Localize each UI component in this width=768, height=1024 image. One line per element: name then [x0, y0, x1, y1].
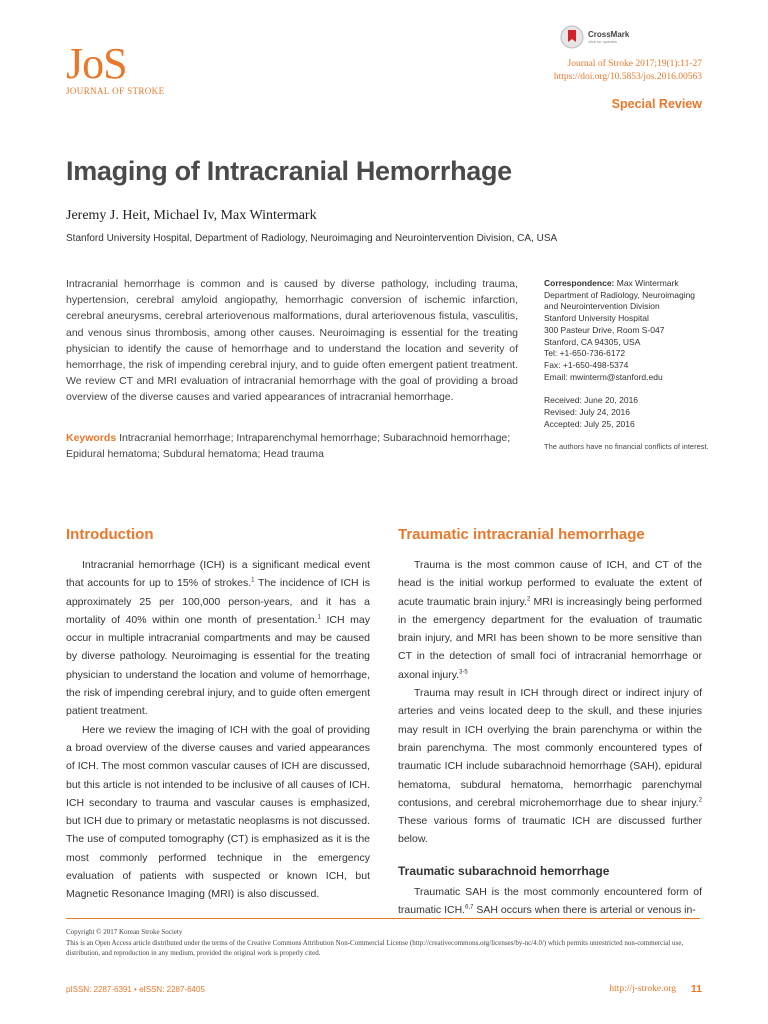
- trauma-paragraph-1: Trauma is the most common cause of ICH, and CT of the head is the initial workup performed to evaluate the extent of acute traumatic brain injury.$^2$ MRI is increasingly being performed in the emergency department for the evaluation of traumatic brain injury, and MRI has been shown to be more sensitive than CT in the detection of small foci of intracranial hemorrhage or axonal injury.$^{3-5}$: [398, 559, 702, 681]
- license-text: This is an Open Access article distributed under the terms of the Creative Commons Attribution Non-Commercial License (http://creativecommons.org/licenses/by-nc/4.0/) which permits unrestricted non-commercial use, distribution, and reproduction in any medium, provided the original work is properly cited.: [66, 938, 684, 957]
- logo-subtitle: JOURNAL OF STROKE: [66, 86, 165, 96]
- abstract: Intracranial hemorrhage is common and is caused by diverse pathology, including trauma, hypertension, cerebral amyloid angiopathy, hemorrhagic conversion of ischemic infarction, cerebral aneurysms, cerebral arteriovenous malformations, dural arteriovenous fistula, vasculitis, and venous sinus thrombosis, among other causes. Neuroimaging is essential for the treating physician to identify the cause of hemorrhage and to understand the location and severity of hemorrhage, the risk of impending cerebral injury, and to guide often emergent patient treatment. We review CT and MRI evaluation of intracranial hemorrhage with the goal of providing a broad overview of the diverse causes and varied appearances of intracranial hemorrhage.: [66, 278, 518, 404]
- crossmark-title: CrossMark: [588, 30, 630, 39]
- article-title: Imaging of Intracranial Hemorrhage: [66, 156, 512, 186]
- received-date: Received: June 20, 2016: [544, 395, 639, 406]
- left-column: [66, 524, 370, 904]
- correspondence-sidebar: [544, 278, 714, 452]
- copyright-notice: [66, 927, 706, 959]
- right-column: [398, 524, 702, 919]
- correspondence-label: Correspondence:: [544, 278, 615, 288]
- reference-marker[interactable]: 2: [698, 797, 702, 804]
- logo-wordmark: JoS: [66, 39, 127, 88]
- reference-marker[interactable]: 1: [317, 614, 321, 621]
- journal-citation-block: [554, 58, 702, 84]
- sah-paragraph-1: Traumatic SAH is the most commonly encountered form of traumatic ICH.$^{6,7}$ SAH occurs when there is arterial or venous in-: [398, 885, 702, 917]
- page-number: 11: [690, 983, 702, 995]
- reference-marker[interactable]: 3-5: [459, 669, 468, 676]
- trauma-paragraph-2: Trauma may result in ICH through direct or indirect injury of arteries and veins located deep to the skull, and these injuries may result in ICH overlying the brain parenchyma or within the brain parenchyma. The most commonly encountered types of traumatic ICH include subarachnoid hemorrhage (SAH), epidural hematoma, subdural hematoma, hemorrhagic parenchymal contusions, and cerebral microhemorrhage due to shear injury.$^2$ These various forms of traumatic ICH are discussed further below.: [398, 687, 702, 846]
- reference-marker[interactable]: 1: [251, 577, 255, 584]
- crossmark-badge[interactable]: [560, 24, 670, 50]
- phone-line: Tel: +1-650-736-6172: [544, 348, 626, 359]
- address-line: Department of Radiology, Neuroimaging: [544, 289, 696, 300]
- journal-citation: Journal of Stroke 2017;19(1):11-27: [567, 59, 702, 69]
- footer-divider: [66, 918, 700, 919]
- correspondence-name: Max Wintermark: [616, 278, 679, 288]
- crossmark-icon: [560, 25, 584, 49]
- article-type-label: Special Review: [611, 97, 702, 111]
- keywords-list: Intracranial hemorrhage; Intraparenchymal hemorrhage; Subarachnoid hemorrhage; Epidural hematoma; Subdural hematoma; Head trauma: [66, 432, 511, 461]
- revised-date: Revised: July 24, 2016: [544, 407, 630, 418]
- address-line: 300 Pasteur Drive, Room S-047: [544, 324, 665, 335]
- intro-paragraph-1: Intracranial hemorrhage (ICH) is a significant medical event that accounts for up to 15% of strokes.$^1$ The incidence of ICH is approximately 25 per 100,000 person-years, and it has a mortality of 40% within one month of presentation.$^1$ ICH may occur in multiple intracranial compartments and may be caused by diverse pathology. Neuroimaging is essential for the treating physician to understand the location and volume of hemorrhage, the risk of impending cerebral injury, and to guide often emergent patient treatment.: [66, 559, 370, 718]
- address-line: Stanford University Hospital: [544, 313, 649, 324]
- fax-line: Fax: +1-650-498-5374: [544, 359, 629, 370]
- address-line: Stanford, CA 94305, USA: [544, 336, 641, 347]
- author-affiliation: Stanford University Hospital, Department of Radiology, Neuroimaging and Neurointervention Division, CA, USA: [66, 233, 558, 244]
- address-line: and Neurointervention Division: [544, 301, 660, 312]
- reference-marker[interactable]: 2: [526, 596, 531, 603]
- email-line[interactable]: Email: mwinterm@stanford.edu: [544, 371, 663, 382]
- section-title-introduction: Introduction: [66, 526, 154, 543]
- accepted-date: Accepted: July 25, 2016: [544, 418, 635, 429]
- reference-marker[interactable]: 6,7: [465, 904, 474, 911]
- dates-block: [544, 395, 714, 430]
- keywords-label: Keywords: [66, 432, 117, 444]
- journal-logo: [66, 39, 165, 96]
- conflict-disclaimer: The authors have no financial conflicts of interest.: [544, 442, 709, 452]
- correspondence-block: [544, 278, 714, 383]
- keywords: [66, 430, 518, 462]
- author-list: Jeremy J. Heit, Michael Iv, Max Wintermark: [66, 208, 317, 223]
- intro-paragraph-2: Here we review the imaging of ICH with the goal of providing a broad overview of the diverse causes and varied appearances of ICH. The most common vascular causes of ICH are discussed, but this article is not intended to be inclusive of all causes of ICH. ICH secondary to trauma and vascular causes is emphasized, but ICH due to primary or metastatic neoplasms is not discussed. The use of computed tomography (CT) is emphasized as it is the most commonly performed technique in the emergency evaluation of patients with suspected or known ICH, but Magnetic Resonance Imaging (MRI) is also discussed.: [66, 723, 370, 901]
- issn-line: pISSN: 2287-6391 • eISSN: 2287-6405: [66, 985, 205, 994]
- subsection-title-sah: Traumatic subarachnoid hemorrhage: [398, 863, 610, 878]
- doi-link[interactable]: https://doi.org/10.5853/jos.2016.00563: [553, 72, 702, 82]
- section-title-traumatic: Traumatic intracranial hemorrhage: [398, 526, 645, 543]
- journal-website-link[interactable]: http://j-stroke.org: [609, 984, 676, 994]
- copyright-line: Copyright © 2017 Korean Stroke Society: [66, 928, 183, 936]
- crossmark-subtitle: click for updates: [588, 39, 617, 44]
